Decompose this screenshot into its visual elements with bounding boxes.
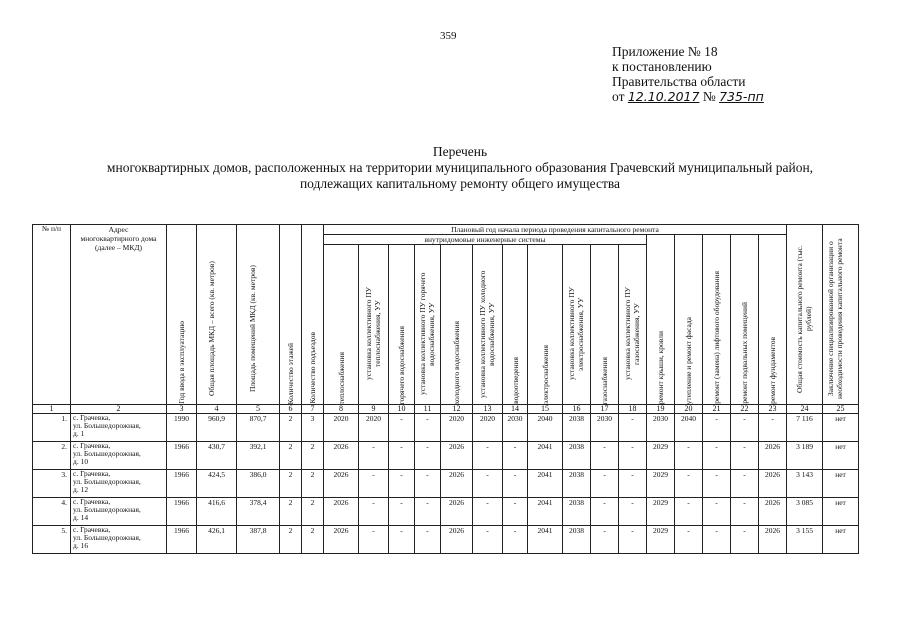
work-year-cell: 2026 [441,470,473,498]
column-number: 22 [731,405,759,414]
header-address: Адрес многоквартирного дома (далее – МКД) [71,225,167,405]
work-year-cell: 2026 [324,526,359,554]
work-year-cell: - [503,498,528,526]
header-work: газоснабжения [591,245,619,405]
address-line: ул. Большедорожная, [73,533,141,542]
cost-cell: 7 116 [787,414,823,442]
total-area-cell: 416,6 [197,498,237,526]
address-cell [71,470,167,498]
address-line: с. Грачевка, [73,469,111,478]
conclusion-cell: нет [823,526,859,554]
address-cell [71,526,167,554]
page-number: 359 [440,30,457,42]
row-number: 5. [33,526,71,554]
column-number: 20 [675,405,703,414]
address-line: д. 12 [73,485,89,494]
total-area-cell: 430,7 [197,442,237,470]
elevator-year-cell: - [703,470,731,498]
facade-year-cell: - [675,526,703,554]
header-work: электроснабжения [528,245,563,405]
work-year-cell: 2026 [441,498,473,526]
year-built-cell: 1966 [167,442,197,470]
table-row [33,414,859,442]
header-work: установка коллективного ПУ электроснабжения, УУ [563,245,591,405]
foundation-year-cell: 2026 [759,498,787,526]
column-number: 24 [787,405,823,414]
row-number: 1. [33,414,71,442]
appendix-line-1: Приложение № 18 [612,44,718,59]
column-number: 25 [823,405,859,414]
column-number: 6 [280,405,302,414]
appendix-line-3: Правительства области [612,74,746,89]
work-year-cell: - [473,442,503,470]
work-year-cell: - [359,470,389,498]
conclusion-cell: нет [823,414,859,442]
header-floors: Количество этажей [280,225,302,405]
address-line: д. 14 [73,513,89,522]
cost-cell: 3 189 [787,442,823,470]
work-year-cell: - [503,470,528,498]
table-row [33,526,859,554]
work-year-cell: - [503,442,528,470]
date-prefix: от [612,89,625,104]
address-line: д. 10 [73,457,89,466]
address-line: с. Грачевка, [73,497,111,506]
work-year-cell: 2040 [528,414,563,442]
work-year-cell: - [619,498,647,526]
work-year-cell: - [473,498,503,526]
header-work: установка коллективного ПУ горячего водоснабжения, УУ [415,245,441,405]
premises-area-cell: 392,1 [237,442,280,470]
foundation-year-cell: 2026 [759,470,787,498]
column-number: 12 [441,405,473,414]
column-number: 2 [71,405,167,414]
work-year-cell: - [389,498,415,526]
header-entrances: Количество подъездов [302,225,324,405]
work-year-cell: - [591,442,619,470]
premises-area-cell: 378,4 [237,498,280,526]
header-year-built: Год ввода в эксплуатацию [167,225,197,405]
work-year-cell: - [415,526,441,554]
work-year-cell: 2038 [563,414,591,442]
address-cell [71,414,167,442]
work-year-cell: - [619,526,647,554]
column-number: 7 [302,405,324,414]
total-area-cell: 426,1 [197,526,237,554]
work-year-cell: - [619,442,647,470]
cost-cell: 3 143 [787,470,823,498]
document-title [60,144,860,192]
address-line: с. Грачевка, [73,525,111,534]
header-work: установка коллективного ПУ газоснабжения, УУ [619,245,647,405]
header-num: № п/п [33,225,71,405]
header-work: холодного водоснабжения [441,245,473,405]
premises-area-cell: 386,0 [237,470,280,498]
total-area-cell: 960,9 [197,414,237,442]
column-number: 1 [33,405,71,414]
header-cost: Общая стоимость капитального ремонта (тыс. рублей) [787,225,823,405]
floors-cell: 2 [280,498,302,526]
roof-year-cell: 2029 [647,526,675,554]
header-internal-systems: внутридомовые инженерные системы [324,235,647,245]
work-year-cell: 2038 [563,498,591,526]
conclusion-cell: нет [823,498,859,526]
basement-year-cell: - [731,414,759,442]
row-number: 2. [33,442,71,470]
basement-year-cell: - [731,526,759,554]
title-line-2: многоквартирных домов, расположенных на территории муниципального образования Грачевский муниципальный район, [106,160,814,175]
address-cell [71,498,167,526]
address-line: ул. Большедорожная, [73,477,141,486]
elevator-year-cell: - [703,414,731,442]
table-row [33,470,859,498]
header-planned-year: Плановый год начала периода проведения капитального ремонта [324,225,787,235]
entrances-cell: 2 [302,498,324,526]
foundation-year-cell: - [759,414,787,442]
conclusion-cell: нет [823,442,859,470]
work-year-cell: 2041 [528,470,563,498]
header-work: установка коллективного ПУ теплоснабжения, УУ [359,245,389,405]
work-year-cell: - [359,498,389,526]
header-premises-area: Площадь помещений МКД (кв. метров) [237,225,280,405]
column-number: 17 [591,405,619,414]
header-work: горячего водоснабжения [389,245,415,405]
work-year-cell: - [389,526,415,554]
header-elevator: ремонт (замена) лифтового оборудования [703,235,731,405]
work-year-cell: - [389,414,415,442]
work-year-cell: - [619,414,647,442]
conclusion-cell: нет [823,470,859,498]
work-year-cell: - [473,526,503,554]
entrances-cell: 2 [302,526,324,554]
header-total-area: Общая площадь МКД – всего (кв. метров) [197,225,237,405]
floors-cell: 2 [280,526,302,554]
work-year-cell: 2026 [441,442,473,470]
facade-year-cell: - [675,442,703,470]
roof-year-cell: 2029 [647,470,675,498]
work-year-cell: - [389,442,415,470]
work-year-cell: 2020 [473,414,503,442]
title-line-1: Перечень [432,144,488,159]
work-year-cell: - [591,526,619,554]
column-number: 23 [759,405,787,414]
work-year-cell: 2026 [324,442,359,470]
elevator-year-cell: - [703,442,731,470]
cost-cell: 3 085 [787,498,823,526]
number-prefix: № [702,89,716,104]
column-number: 14 [503,405,528,414]
premises-area-cell: 870,7 [237,414,280,442]
basement-year-cell: - [731,442,759,470]
address-line: с. Грачевка, [73,413,111,422]
entrances-cell: 2 [302,470,324,498]
column-number: 3 [167,405,197,414]
work-year-cell: - [415,470,441,498]
header-work: теплоснабжения [324,245,359,405]
roof-year-cell: 2030 [647,414,675,442]
appendix-date-line [612,89,764,104]
premises-area-cell: 387,8 [237,526,280,554]
work-year-cell: - [619,470,647,498]
address-line: с. Грачевка, [73,441,111,450]
work-year-cell: 2038 [563,442,591,470]
column-number: 21 [703,405,731,414]
header-basement: ремонт подвальных помещений [731,235,759,405]
work-year-cell: 2026 [324,470,359,498]
total-area-cell: 424,5 [197,470,237,498]
work-year-cell: 2020 [359,414,389,442]
table-row [33,498,859,526]
facade-year-cell: - [675,498,703,526]
address-line: ул. Большедорожная, [73,421,141,430]
column-number: 5 [237,405,280,414]
row-number: 4. [33,498,71,526]
address-line: ул. Большедорожная, [73,449,141,458]
header-work: установка коллективного ПУ холодного водоснабжения, УУ [473,245,503,405]
address-line: д. 1 [73,429,85,438]
column-number-row [33,405,859,414]
work-year-cell: - [389,470,415,498]
floors-cell: 2 [280,470,302,498]
elevator-year-cell: - [703,498,731,526]
work-year-cell: 2026 [441,526,473,554]
facade-year-cell: 2040 [675,414,703,442]
column-number: 11 [415,405,441,414]
facade-year-cell: - [675,470,703,498]
header-conclusion: Заключение специализированной организации о необходимости проведения капитального ремонта [823,225,859,405]
column-number: 15 [528,405,563,414]
entrances-cell: 3 [302,414,324,442]
column-number: 16 [563,405,591,414]
handwritten-number: 735-пп [719,89,764,104]
header-facade: утепление и ремонт фасада [675,235,703,405]
work-year-cell: - [591,498,619,526]
table-row [33,442,859,470]
column-number: 8 [324,405,359,414]
basement-year-cell: - [731,498,759,526]
year-built-cell: 1966 [167,526,197,554]
work-year-cell: - [359,526,389,554]
work-year-cell: 2030 [591,414,619,442]
work-year-cell: 2041 [528,526,563,554]
basement-year-cell: - [731,470,759,498]
column-number: 18 [619,405,647,414]
work-year-cell: 2026 [324,498,359,526]
header-roof: ремонт крыши, кровли [647,235,675,405]
floors-cell: 2 [280,414,302,442]
column-number: 19 [647,405,675,414]
table-body [33,414,859,554]
column-number: 13 [473,405,503,414]
appendix-block [612,44,764,104]
column-number: 9 [359,405,389,414]
register-table [32,224,859,554]
work-year-cell: - [415,498,441,526]
work-year-cell: - [415,414,441,442]
appendix-line-2: к постановлению [612,59,712,74]
floors-cell: 2 [280,442,302,470]
foundation-year-cell: 2026 [759,442,787,470]
address-line: ул. Большедорожная, [73,505,141,514]
row-number: 3. [33,470,71,498]
roof-year-cell: 2029 [647,498,675,526]
column-number: 4 [197,405,237,414]
work-year-cell: 2038 [563,470,591,498]
column-number: 10 [389,405,415,414]
work-year-cell: - [503,526,528,554]
year-built-cell: 1966 [167,498,197,526]
work-year-cell: 2038 [563,526,591,554]
entrances-cell: 2 [302,442,324,470]
header-foundation: ремонт фундаментов [759,235,787,405]
address-line: д. 16 [73,541,89,550]
work-year-cell: - [415,442,441,470]
year-built-cell: 1990 [167,414,197,442]
cost-cell: 3 155 [787,526,823,554]
work-year-cell: 2041 [528,442,563,470]
elevator-year-cell: - [703,526,731,554]
work-year-cell: 2041 [528,498,563,526]
year-built-cell: 1966 [167,470,197,498]
header-work: водоотведения [503,245,528,405]
roof-year-cell: 2029 [647,442,675,470]
work-year-cell: - [591,470,619,498]
handwritten-date: 12.10.2017 [627,89,700,104]
title-line-3: подлежащих капитальному ремонту общего имущества [299,176,621,191]
work-year-cell: - [473,470,503,498]
work-year-cell: - [359,442,389,470]
address-cell [71,442,167,470]
foundation-year-cell: 2026 [759,526,787,554]
work-year-cell: 2020 [324,414,359,442]
work-year-cell: 2020 [441,414,473,442]
work-year-cell: 2030 [503,414,528,442]
